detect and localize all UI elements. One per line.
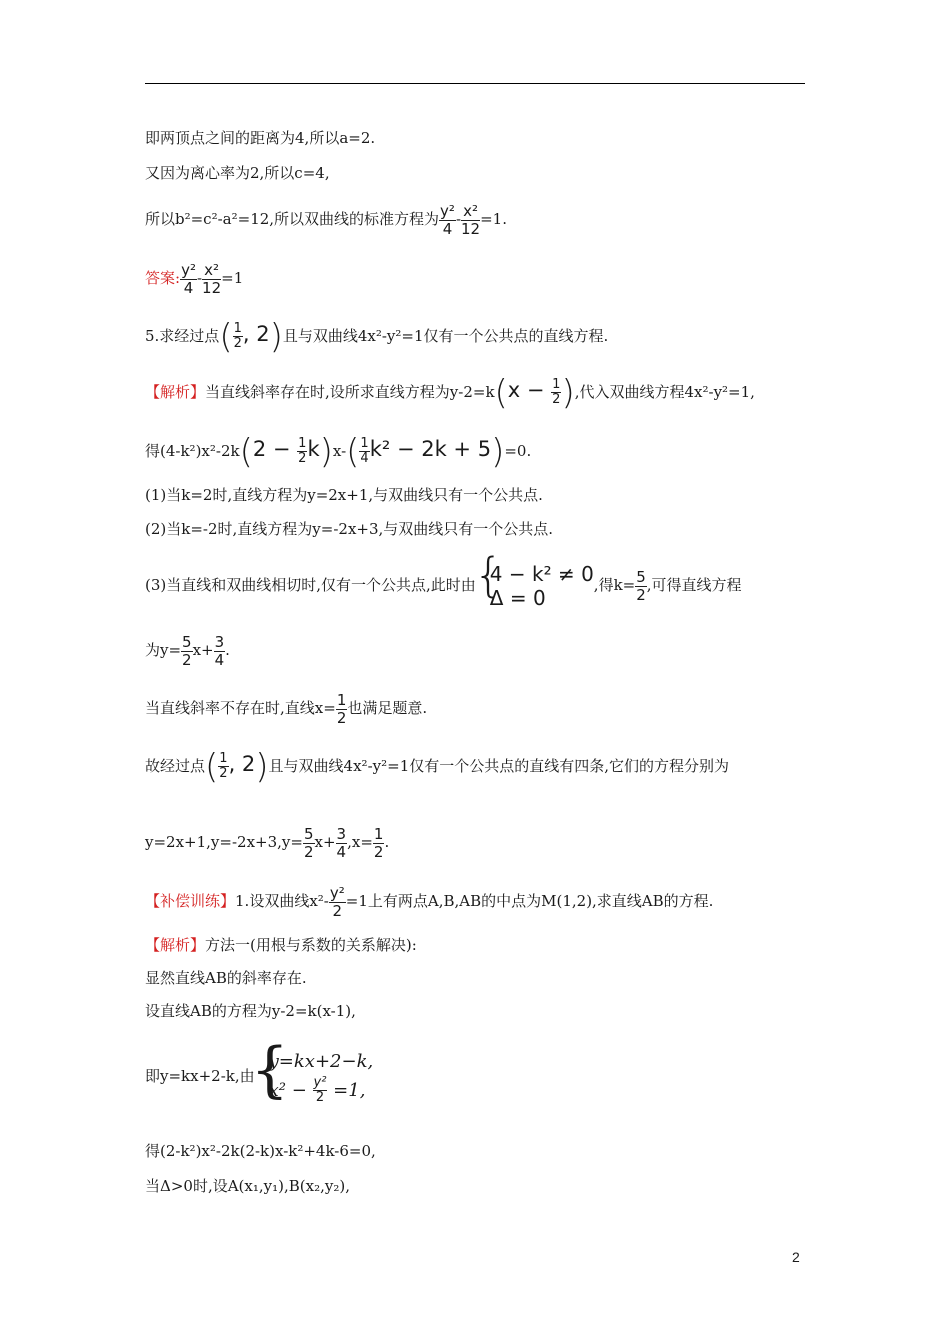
system-line: 即y=kx+2-k,由 { y=kx+2−k, x² − $\frac{\text{y²}}{2}$ =1, bbox=[145, 1048, 373, 1106]
equation-system: { y=kx+2−k, x² − $\frac{\text{y²}}{2}$ =1, bbox=[255, 1048, 374, 1106]
answer-line: 答案: $\frac{\text{y²}}{4}$ - $\frac{\text{x²}}{12}$ =1 bbox=[145, 261, 244, 297]
text-line: 所以b²=c²-a²=12,所以双曲线的标准方程为 $\frac{\text{y²}}{4}$ - $\frac{\text{x²}}{12}$ =1. bbox=[145, 202, 507, 238]
buchang-label: 【补偿训练】 bbox=[145, 892, 236, 910]
question-5: 5.求经过点( $\frac{1}{2}$ , 2)且与双曲线4x²-y²=1仅有一个公共点的直线方程. bbox=[145, 316, 609, 357]
conclusion-line: 故经过点( $\frac{1}{2}$ , 2)且与双曲线4x²-y²=1仅有一个公共点的直线有四条,它们的方程分别为 bbox=[145, 746, 730, 787]
jiexi-label: 【解析】 bbox=[145, 382, 206, 401]
case-3-result: 为y= $\frac{5}{2}$ x+ $\frac{3}{4}$ . bbox=[145, 633, 230, 669]
solution-line: 【解析】当直线斜率存在时,设所求直线方程为y-2=k(x − $\frac{1}{2}$ ),代入双曲线方程4x²-y²=1, bbox=[145, 372, 755, 413]
text-line: 即两顶点之间的距离为4,所以a=2. bbox=[145, 129, 376, 147]
exercise-line: 【补偿训练】1.设双曲线x²- $\frac{\text{y²}}{2}$ =1上有两点A,B,AB的中点为M(1,2),求直线AB的方程. bbox=[145, 884, 714, 920]
text-line: 得(2-k²)x²-2k(2-k)x-k²+4k-6=0, bbox=[145, 1142, 376, 1160]
text-line: 又因为离心率为2,所以c=4, bbox=[145, 164, 330, 182]
case-1: (1)当k=2时,直线方程为y=2x+1,与双曲线只有一个公共点. bbox=[145, 486, 543, 504]
fraction: $\frac{\text{x²}}{12}$ bbox=[461, 202, 481, 238]
text-line: 显然直线AB的斜率存在. bbox=[145, 969, 307, 987]
method-line: 【解析】方法一(用根与系数的关系解决): bbox=[145, 936, 417, 954]
answer-label: 答案: bbox=[145, 269, 181, 287]
fraction: $\frac{\text{y²}}{4}$ bbox=[440, 202, 455, 238]
fraction: $\frac{\text{y²}}{4}$ bbox=[181, 261, 196, 297]
page-number: 2 bbox=[792, 1249, 800, 1265]
result-line: y=2x+1,y=-2x+3,y= $\frac{5}{2}$ x+ $\frac{3}{4}$ ,x= $\frac{1}{2}$ . bbox=[145, 825, 390, 861]
jiexi-label: 【解析】 bbox=[145, 936, 206, 954]
no-slope-line: 当直线斜率不存在时,直线x= $\frac{1}{2}$ 也满足题意. bbox=[145, 691, 428, 727]
text-line: 当Δ>0时,设A(x₁,y₁),B(x₂,y₂), bbox=[145, 1177, 350, 1195]
solution-line: 得(4-k²)x²-2k(2 − $\frac{1}{2}$ k)x-( $\frac{1}{4}$ k² − 2k + 5)=0. bbox=[145, 431, 532, 472]
equation-system: { 4 − k² ≠ 0 Δ = 0 bbox=[476, 562, 594, 610]
header-rule bbox=[145, 83, 805, 84]
fraction: $\frac{\text{x²}}{12}$ bbox=[202, 261, 222, 297]
text-line: 设直线AB的方程为y-2=k(x-1), bbox=[145, 1002, 356, 1020]
case-3: (3)当直线和双曲线相切时,仅有一个公共点,此时由 { 4 − k² ≠ 0 Δ = 0 ,得k= $\frac{5}{2}$ ,可得直线方程 bbox=[145, 562, 742, 610]
case-2: (2)当k=-2时,直线方程为y=-2x+3,与双曲线只有一个公共点. bbox=[145, 520, 554, 538]
